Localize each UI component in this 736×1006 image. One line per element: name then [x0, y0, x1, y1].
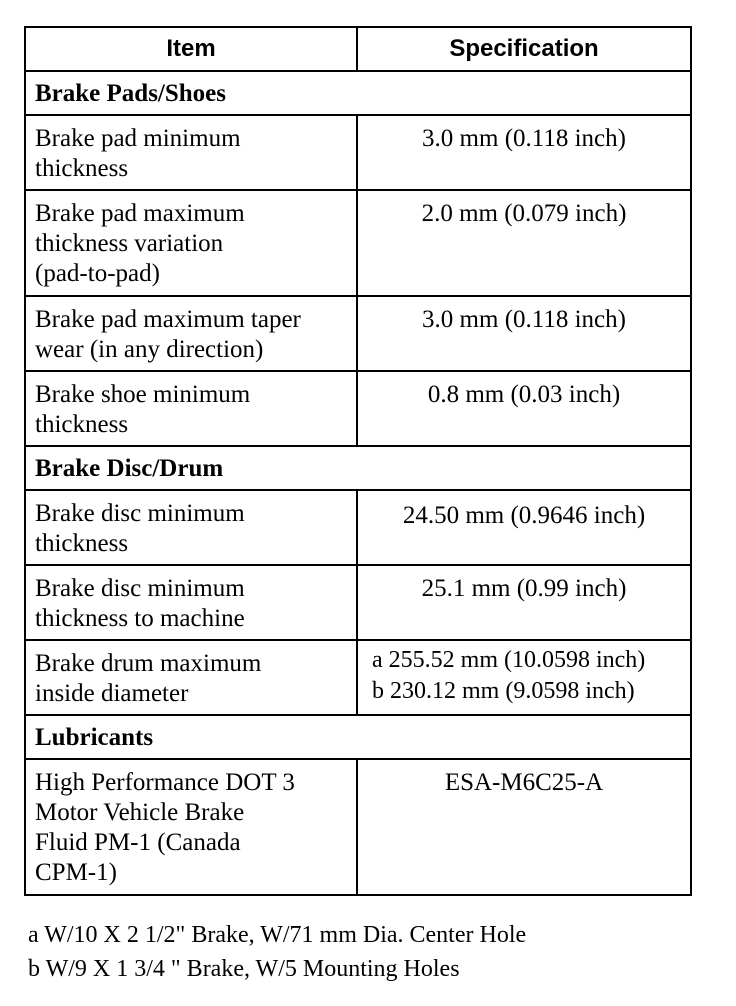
section-title: Brake Pads/Shoes	[25, 71, 691, 115]
header-specification: Specification	[357, 27, 691, 71]
item-line: (pad-to-pad)	[35, 260, 160, 287]
spec-value: 24.50 mm (0.9646 inch)	[402, 502, 646, 529]
item-line: Brake disc minimum	[35, 500, 245, 527]
table-row	[25, 490, 691, 565]
item-line: High Performance DOT 3	[35, 769, 295, 796]
table-row	[25, 371, 691, 446]
footnote-a: a W/10 X 2 1/2" Brake, W/71 mm Dia. Center Hole	[28, 922, 527, 948]
item-line: Brake pad maximum	[35, 200, 245, 227]
spec-value: 0.8 mm (0.03 inch)	[427, 381, 621, 408]
item-line: thickness	[35, 155, 129, 182]
item-line: Brake pad maximum taper	[35, 306, 301, 333]
footnotes	[28, 918, 526, 986]
section-row	[25, 715, 691, 759]
spec-cell	[357, 296, 691, 371]
item-line: Motor Vehicle Brake	[35, 799, 245, 826]
spec-value: 3.0 mm (0.118 inch)	[422, 125, 626, 152]
item-cell	[25, 371, 357, 446]
spec-value: 2.0 mm (0.079 inch)	[421, 200, 627, 227]
spec-value: 25.1 mm (0.99 inch)	[421, 575, 627, 602]
item-line: thickness variation	[35, 230, 224, 257]
header-item: Item	[25, 27, 357, 71]
item-line: wear (in any direction)	[35, 336, 264, 363]
spec-value: a 255.52 mm (10.0598 inch)	[372, 647, 646, 673]
spec-value: ESA-M6C25-A	[444, 769, 604, 796]
item-line: Fluid PM-1 (Canada	[35, 829, 241, 856]
spec-value: 3.0 mm (0.118 inch)	[422, 306, 626, 333]
item-cell	[25, 296, 357, 371]
item-cell	[25, 190, 357, 296]
section-row	[25, 71, 691, 115]
item-line: Brake pad minimum	[35, 125, 241, 152]
item-line: inside diameter	[35, 680, 189, 707]
spec-cell	[357, 640, 691, 715]
section-title: Brake Disc/Drum	[25, 446, 691, 490]
table-row	[25, 296, 691, 371]
spec-cell	[357, 371, 691, 446]
item-line: thickness to machine	[35, 605, 245, 632]
item-line: CPM-1)	[35, 859, 117, 886]
item-line: Brake disc minimum	[35, 575, 245, 602]
specification-table	[24, 26, 692, 896]
table-row	[25, 640, 691, 715]
spec-value: b 230.12 mm (9.0598 inch)	[372, 678, 635, 704]
section-title: Lubricants	[25, 715, 691, 759]
footnote-b: b W/9 X 1 3/4 " Brake, W/5 Mounting Holes	[28, 956, 460, 982]
item-cell	[25, 759, 357, 895]
spec-cell	[357, 490, 691, 565]
item-line: Brake shoe minimum	[35, 381, 251, 408]
spec-cell	[357, 759, 691, 895]
item-cell	[25, 490, 357, 565]
item-line: Brake drum maximum	[35, 650, 262, 677]
section-row	[25, 446, 691, 490]
table-row	[25, 759, 691, 895]
table-header-row	[25, 27, 691, 71]
spec-cell	[357, 190, 691, 296]
item-cell	[25, 565, 357, 640]
spec-cell	[357, 565, 691, 640]
item-cell	[25, 115, 357, 190]
item-line: thickness	[35, 530, 129, 557]
table-row	[25, 115, 691, 190]
item-line: thickness	[35, 411, 129, 438]
item-cell	[25, 640, 357, 715]
spec-cell	[357, 115, 691, 190]
table-row	[25, 190, 691, 296]
table-row	[25, 565, 691, 640]
